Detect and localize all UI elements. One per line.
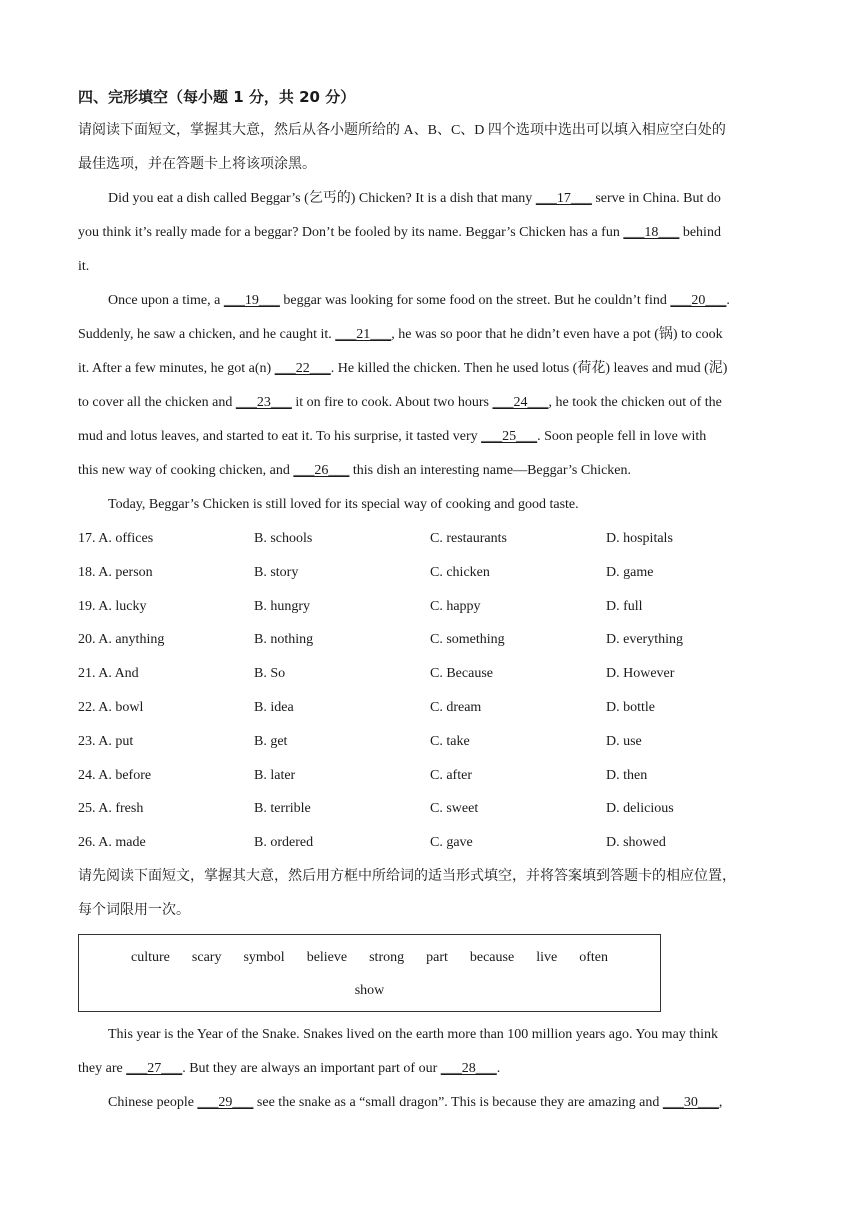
instruction-line: 每个词限用一次。 [78,902,190,918]
option-row-20 [78,623,782,657]
text: Did you eat a dish called Beggar’s (乞丐的) Chicken? It is a dish that many [108,191,536,206]
word-bank-box [78,934,661,1012]
text: . [726,293,730,308]
word-bank-item: show [354,982,385,998]
word-bank-item: culture [131,949,170,965]
word-bank-item: believe [306,949,348,965]
text: . [496,1060,501,1076]
options-list [78,522,782,860]
text: Chinese people [108,1094,198,1110]
passage-line: it. [78,259,90,274]
instruction-line: 请先阅读下面短文，掌握其大意，然后用方框中所给词的适当形式填空，并将答案填到答题卡的相应位置， [78,868,736,884]
option-b: B. idea [254,699,294,715]
blank-26: ___26___ [293,463,350,478]
text: , he took the chicken out of the [548,395,722,410]
text: . Soon people fell in love with [537,429,707,444]
option-b: B. schools [254,531,313,546]
option-b: B. ordered [254,835,314,851]
passage-line [78,1086,782,1120]
option-a: 22. A. bowl [78,699,144,715]
option-c: C. gave [430,835,473,851]
option-d: D. full [606,598,643,614]
option-row-22 [78,691,782,725]
option-a: 21. A. And [78,666,139,682]
blank-24: ___24___ [492,395,549,410]
blank-21: ___21___ [335,327,392,342]
option-c: C. restaurants [430,531,507,546]
option-d: D. everything [606,632,683,648]
word-bank-item: often [579,949,608,965]
blank-29: ___29___ [197,1094,254,1110]
blank-20: ___20___ [670,293,727,308]
option-row-21 [78,657,782,691]
option-row-25 [78,792,782,826]
text: see the snake as a “small dragon”. This is because they are amazing and [253,1094,663,1110]
text: it. After a few minutes, he got a(n) [78,361,275,376]
option-b: B. hungry [254,598,310,614]
option-a: 23. A. put [78,733,134,749]
word-bank-item: scary [191,949,222,965]
section-title: 四、完形填空（每小题 1 分，共 20 分） [78,88,356,106]
text: Once upon a time, a [108,293,224,308]
option-c: C. happy [430,598,481,614]
option-a: 17. A. offices [78,531,154,546]
text: serve in China. But do [591,191,721,206]
blank-22: ___22___ [274,361,331,376]
option-c: C. sweet [430,801,479,817]
word-bank-item: symbol [243,949,285,965]
option-d: D. delicious [606,801,674,817]
passage-line [78,182,782,216]
option-d: D. bottle [606,699,655,715]
passage-line [78,1052,782,1086]
option-c: C. something [430,632,505,648]
text: they are [78,1060,127,1076]
option-c: C. after [430,767,472,783]
text: beggar was looking for some food on the street. But he couldn’t find [279,293,671,308]
word-bank-item: live [536,949,558,965]
option-row-18 [78,556,782,590]
blank-23: ___23___ [235,395,292,410]
option-d: D. game [606,564,654,580]
passage-line: Today, Beggar’s Chicken is still loved for its special way of cooking and good taste. [108,497,579,512]
option-row-19 [78,590,782,624]
text: Suddenly, he saw a chicken, and he caught it. [78,327,336,342]
option-c: C. Because [430,666,493,682]
option-row-24 [78,759,782,793]
option-d: D. then [606,767,648,783]
instruction-line: 请阅读下面短文，掌握其大意，然后从各小题所给的 A、B、C、D 四个选项中选出可以填入相应空白处的 [78,123,726,138]
blank-28: ___28___ [440,1060,497,1076]
blank-27: ___27___ [126,1060,183,1076]
text: . But they are always an important part of our [182,1060,441,1076]
blank-18: ___18___ [623,225,680,240]
passage-line [78,216,782,250]
instruction-line: 最佳选项，并在答题卡上将该项涂黑。 [78,157,316,172]
option-a: 18. A. person [78,564,153,580]
option-d: D. hospitals [606,531,673,546]
option-b: B. later [254,767,296,783]
text: mud and lotus leaves, and started to eat it. To his surprise, it tasted very [78,429,482,444]
word-bank-item: part [426,949,448,965]
blank-30: ___30___ [662,1094,719,1110]
option-b: B. terrible [254,801,311,817]
passage-line [78,284,782,318]
text: this dish an interesting name—Beggar’s Chicken. [349,463,632,478]
option-b: B. nothing [254,632,314,648]
word-bank-item: because [469,949,515,965]
text: you think it’s really made for a beggar? Don’t be fooled by its name. Beggar’s Chicken has a fun [78,225,624,240]
option-b: B. So [254,666,286,682]
option-b: B. get [254,733,288,749]
passage-line [78,420,782,454]
passage-line [78,318,782,352]
option-d: D. use [606,733,642,749]
passage-line [78,454,782,488]
passage-line [78,386,782,420]
option-d: D. However [606,666,675,682]
text: to cover all the chicken and [78,395,236,410]
text: , he was so poor that he didn’t even have a pot (锅) to cook [391,327,723,342]
option-row-26 [78,826,782,860]
text: behind [679,225,721,240]
exam-page [78,84,782,1120]
blank-19: ___19___ [223,293,280,308]
option-c: C. take [430,733,470,749]
passage-line [78,352,782,386]
option-c: C. chicken [430,564,490,580]
option-a: 26. A. made [78,835,146,851]
word-bank-item: strong [369,949,405,965]
option-a: 20. A. anything [78,632,165,648]
option-a: 25. A. fresh [78,801,144,817]
option-c: C. dream [430,699,482,715]
option-a: 19. A. lucky [78,598,147,614]
option-d: D. showed [606,835,666,851]
blank-17: ___17___ [535,191,592,206]
blank-25: ___25___ [481,429,538,444]
option-row-23 [78,725,782,759]
text: this new way of cooking chicken, and [78,463,294,478]
word-bank-row [79,941,660,975]
option-b: B. story [254,564,299,580]
option-row-17 [78,522,782,556]
option-a: 24. A. before [78,767,152,783]
text: . He killed the chicken. Then he used lotus (荷花) leaves and mud (泥) [330,361,728,376]
text: it on fire to cook. About two hours [291,395,493,410]
passage-line: This year is the Year of the Snake. Snakes lived on the earth more than 100 million years ago. You may think [108,1026,719,1042]
text: , [718,1094,723,1110]
